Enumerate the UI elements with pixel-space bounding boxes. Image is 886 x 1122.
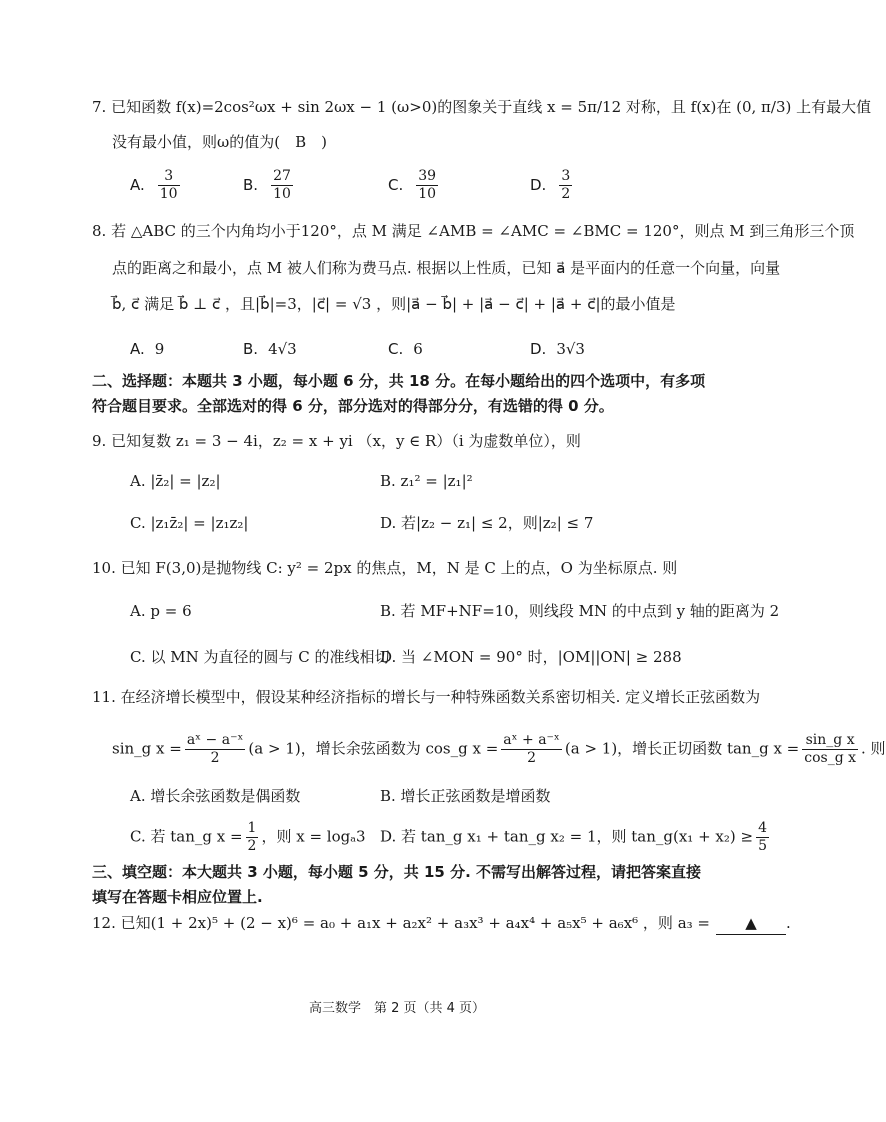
q8-option-a: [130, 338, 164, 360]
q8-line2: 点的距离之和最小，点 M 被人们称为费马点. 根据以上性质，已知 a⃗ 是平面内的任意一个向量，向量: [112, 259, 781, 277]
denominator: 10: [273, 186, 291, 202]
cos-g-label: (a > 1)，增长余弦函数为 cos_g x =: [248, 739, 499, 758]
q8-line1: 8. 若 △ABC 的三个内角均小于120°，点 M 满足 ∠AMB = ∠AMC = ∠BMC = 120°，则点 M 到三角形三个顶: [92, 222, 855, 240]
option-label: A.: [130, 340, 145, 358]
numerator: 27: [273, 168, 291, 184]
denominator: 2: [247, 838, 257, 854]
q11-definitions: [112, 732, 886, 767]
option-text: D. 若 tan_g x₁ + tan_g x₂ = 1，则 tan_g(x₁ + x₂) ≥: [380, 827, 754, 846]
denominator: 2: [210, 750, 220, 766]
numerator: aˣ − a⁻ˣ: [186, 732, 244, 748]
option-text: C. 若 tan_g x =: [130, 827, 243, 846]
q9-stem: 9. 已知复数 z₁ = 3 − 4i，z₂ = x + yi （x，y ∈ R）（i 为虚数单位），则: [92, 432, 581, 450]
q7-option-c: [388, 168, 441, 203]
q10-option-c: C. 以 MN 为直径的圆与 C 的准线相切: [130, 648, 390, 666]
fraction: [271, 168, 293, 203]
q7-line1: 7. 已知函数 f(x)=2cos²ωx + sin 2ωx − 1 (ω>0)的图象关于直线 x = 5π/12 对称，且 f(x)在 (0, π/3) 上有最大值: [92, 98, 872, 116]
option-label: D.: [530, 175, 547, 194]
q8-option-b: [243, 338, 297, 360]
q11-option-c: [130, 820, 366, 855]
fraction: [158, 168, 180, 203]
numerator: aˣ + a⁻ˣ: [503, 732, 560, 748]
q8-option-c: [388, 338, 423, 360]
option-text: 3√3: [556, 340, 585, 358]
fraction: [185, 732, 246, 767]
denominator: cos_g x: [804, 750, 857, 766]
q9-option-a: A. |z̄₂| = |z₂|: [130, 472, 221, 490]
numerator: 4: [758, 820, 768, 836]
denominator: 2: [561, 186, 571, 202]
q10-stem: 10. 已知 F(3,0)是抛物线 C: y² = 2px 的焦点，M，N 是 C 上的点，O 为坐标原点. 则: [92, 559, 678, 577]
q11-stem: 11. 在经济增长模型中，假设某种经济指标的增长与一种特殊函数关系密切相关. 定义增长正弦函数为: [92, 688, 761, 706]
q11-option-d: [380, 820, 772, 855]
fraction: [802, 732, 858, 767]
option-label: C.: [388, 175, 404, 194]
option-label: C.: [388, 340, 404, 358]
q12-end: .: [786, 914, 791, 932]
section-3-header: 三、填空题：本大题共 3 小题，每小题 5 分，共 15 分. 不需写出解答过程，请把答案直接填写在答题卡相应位置上.: [92, 863, 702, 906]
q9-option-d: D. 若|z₂ − z₁| ≤ 2，则|z₂| ≤ 7: [380, 514, 594, 532]
denominator: 10: [159, 186, 178, 202]
denominator: 2: [527, 750, 537, 766]
q10-option-b: B. 若 MF+NF=10，则线段 MN 的中点到 y 轴的距离为 2: [380, 602, 780, 620]
option-label: D.: [530, 340, 547, 358]
q8-option-d: [530, 338, 585, 360]
q10-option-d: D. 当 ∠MON = 90° 时，|OM||ON| ≥ 288: [380, 648, 682, 666]
numerator: 1: [247, 820, 257, 836]
option-label: B.: [243, 175, 259, 194]
q7-option-a: [130, 168, 183, 203]
q12-text: 12. 已知(1 + 2x)⁵ + (2 − x)⁶ = a₀ + a₁x + a₂x² + a₃x³ + a₄x⁴ + a₅x⁵ + a₆x⁶ ，则 a₃ =: [92, 914, 710, 932]
q12-stem: [92, 912, 791, 935]
q8-line3: b⃗, c⃗ 满足 b⃗ ⊥ c⃗ ，且|b⃗|=3，|c⃗| = √3 ，则|a⃗ − b⃗| + |a⃗ − c⃗| + |a⃗ + c⃗|的最小值是: [112, 295, 676, 313]
denominator: 5: [758, 838, 768, 854]
option-label: A.: [130, 175, 145, 194]
q7-line2: 没有最小值，则ω的值为( B ): [112, 133, 327, 151]
numerator: sin_g x: [802, 732, 858, 750]
fraction: [246, 820, 259, 855]
section-2-header: 二、选择题：本题共 3 小题，每小题 6 分，共 18 分。在每小题给出的四个选项中，有多项符合题目要求。全部选对的得 6 分，部分选对的得部分分，有选错的得 0 分。: [92, 372, 706, 415]
numerator: 3: [158, 168, 180, 186]
q7-option-b: [243, 168, 296, 203]
q9-option-c: C. |z₁z̄₂| = |z₁z₂|: [130, 514, 249, 532]
numerator: 39: [418, 168, 437, 184]
q10-option-a: A. p = 6: [130, 602, 192, 620]
option-text: 9: [154, 340, 165, 358]
fraction: [501, 732, 562, 767]
option-label: B.: [243, 340, 259, 358]
numerator: 3: [561, 168, 571, 184]
q11-option-a: A. 增长余弦函数是偶函数: [130, 787, 301, 805]
q9-option-b: B. z₁² = |z₁|²: [380, 472, 473, 490]
denominator: 10: [418, 186, 437, 202]
fraction: [416, 168, 438, 203]
fraction: [756, 820, 769, 855]
option-text: 4√3: [268, 340, 297, 358]
option-text: ，则 x = logₐ3: [261, 827, 366, 846]
fraction: [559, 168, 572, 203]
q11-tail: . 则: [861, 739, 886, 758]
answer-blank[interactable]: ▲: [716, 912, 786, 935]
option-text: 6: [413, 340, 423, 358]
page-footer: 高三数学 第 2 页（共 4 页）: [308, 1001, 486, 1016]
q11-option-b: B. 增长正弦函数是增函数: [380, 787, 551, 805]
sin-g-label: sin_g x =: [112, 739, 182, 758]
q7-option-d: [530, 168, 575, 203]
tan-g-label: (a > 1)，增长正切函数 tan_g x =: [564, 739, 800, 758]
